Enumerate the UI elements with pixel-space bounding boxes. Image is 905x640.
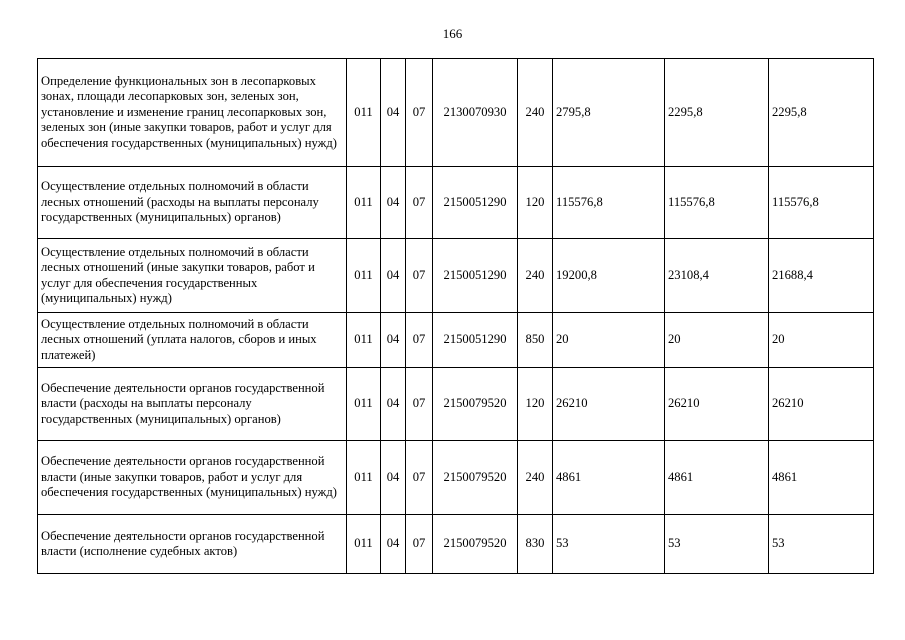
expense-type-code: 240 bbox=[518, 441, 553, 515]
amount-year-1: 115576,8 bbox=[553, 167, 665, 239]
amount-year-1: 4861 bbox=[553, 441, 665, 515]
amount-year-1: 53 bbox=[553, 515, 665, 574]
amount-year-3: 4861 bbox=[769, 441, 874, 515]
table-row bbox=[38, 167, 874, 239]
amount-year-3: 53 bbox=[769, 515, 874, 574]
expense-type-code: 120 bbox=[518, 167, 553, 239]
expense-name: Обеспечение деятельности органов государственной власти (исполнение судебных актов) bbox=[38, 515, 347, 574]
subsection-code: 07 bbox=[406, 239, 433, 313]
expense-type-code: 830 bbox=[518, 515, 553, 574]
target-article-code: 2150051290 bbox=[433, 313, 518, 368]
amount-year-2: 23108,4 bbox=[665, 239, 769, 313]
amount-year-2: 115576,8 bbox=[665, 167, 769, 239]
table-row bbox=[38, 313, 874, 368]
amount-year-3: 2295,8 bbox=[769, 59, 874, 167]
expense-type-code: 850 bbox=[518, 313, 553, 368]
section-code: 04 bbox=[381, 368, 406, 441]
target-article-code: 2150079520 bbox=[433, 441, 518, 515]
expense-name: Обеспечение деятельности органов государственной власти (иные закупки товаров, работ и услуг для обеспечения государственных (муниципальных) нужд) bbox=[38, 441, 347, 515]
section-code: 04 bbox=[381, 313, 406, 368]
section-code: 04 bbox=[381, 441, 406, 515]
expense-type-code: 240 bbox=[518, 239, 553, 313]
subsection-code: 07 bbox=[406, 59, 433, 167]
target-article-code: 2150079520 bbox=[433, 368, 518, 441]
page-number: 166 bbox=[442, 26, 463, 41]
amount-year-1: 26210 bbox=[553, 368, 665, 441]
ministry-code: 011 bbox=[347, 313, 381, 368]
amount-year-1: 20 bbox=[553, 313, 665, 368]
amount-year-2: 26210 bbox=[665, 368, 769, 441]
amount-year-2: 2295,8 bbox=[665, 59, 769, 167]
ministry-code: 011 bbox=[347, 515, 381, 574]
budget-table bbox=[37, 58, 874, 574]
subsection-code: 07 bbox=[406, 515, 433, 574]
amount-year-3: 115576,8 bbox=[769, 167, 874, 239]
section-code: 04 bbox=[381, 167, 406, 239]
subsection-code: 07 bbox=[406, 441, 433, 515]
ministry-code: 011 bbox=[347, 239, 381, 313]
amount-year-2: 53 bbox=[665, 515, 769, 574]
expense-type-code: 240 bbox=[518, 59, 553, 167]
expense-name: Осуществление отдельных полномочий в области лесных отношений (уплата налогов, сборов и иных платежей) bbox=[38, 313, 347, 368]
expense-name: Осуществление отдельных полномочий в области лесных отношений (иные закупки товаров, работ и услуг для обеспечения государственных (муниципальных) нужд) bbox=[38, 239, 347, 313]
ministry-code: 011 bbox=[347, 167, 381, 239]
expense-type-code: 120 bbox=[518, 368, 553, 441]
section-code: 04 bbox=[381, 59, 406, 167]
amount-year-1: 19200,8 bbox=[553, 239, 665, 313]
expense-name: Определение функциональных зон в лесопарковых зонах, площади лесопарковых зон, зеленых зон, установление и изменение границ лесопарковых зон, зеленых зон (иные закупки товаров, работ и услуг для обеспечения государственных (муниципальных) нужд) bbox=[38, 59, 347, 167]
subsection-code: 07 bbox=[406, 313, 433, 368]
table-row bbox=[38, 441, 874, 515]
ministry-code: 011 bbox=[347, 368, 381, 441]
target-article-code: 2150051290 bbox=[433, 167, 518, 239]
table-row bbox=[38, 515, 874, 574]
section-code: 04 bbox=[381, 515, 406, 574]
table-row bbox=[38, 59, 874, 167]
table-row bbox=[38, 239, 874, 313]
section-code: 04 bbox=[381, 239, 406, 313]
target-article-code: 2150079520 bbox=[433, 515, 518, 574]
expense-name: Обеспечение деятельности органов государственной власти (расходы на выплаты персоналу государственных (муниципальных) органов) bbox=[38, 368, 347, 441]
amount-year-3: 26210 bbox=[769, 368, 874, 441]
amount-year-2: 4861 bbox=[665, 441, 769, 515]
amount-year-1: 2795,8 bbox=[553, 59, 665, 167]
amount-year-3: 20 bbox=[769, 313, 874, 368]
amount-year-2: 20 bbox=[665, 313, 769, 368]
subsection-code: 07 bbox=[406, 167, 433, 239]
ministry-code: 011 bbox=[347, 441, 381, 515]
target-article-code: 2130070930 bbox=[433, 59, 518, 167]
target-article-code: 2150051290 bbox=[433, 239, 518, 313]
expense-name: Осуществление отдельных полномочий в области лесных отношений (расходы на выплаты персоналу государственных (муниципальных) органов) bbox=[38, 167, 347, 239]
table-row bbox=[38, 368, 874, 441]
amount-year-3: 21688,4 bbox=[769, 239, 874, 313]
subsection-code: 07 bbox=[406, 368, 433, 441]
ministry-code: 011 bbox=[347, 59, 381, 167]
